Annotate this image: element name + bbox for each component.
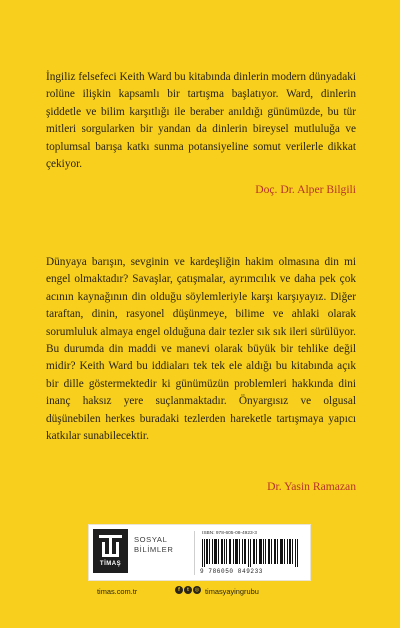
footer: [91, 587, 311, 601]
timas-logo-icon: [99, 535, 122, 557]
review-author-1: Doç. Dr. Alper Bilgili: [255, 183, 356, 196]
barcode-number: 9 786050 849233: [200, 568, 264, 575]
review-paragraph-1: İngiliz felsefeci Keith Ward bu kitabında dinlerin modern dünyadaki rolüne ilişkin kapsamlı bir tartışma başlatıyor. Ward, dinlerin şiddetle ve bilim karşıtlığı ile beraber anıldığı günümüzde, bu tür mitleri sorgularken bir yandan da dinlerin bireysel mutluluğa ve toplumsal barışa katkı sunma potansiyeline somut verilerle dikkat çekiyor.: [46, 71, 356, 171]
logo-text: TİMAŞ: [99, 561, 122, 567]
category-line-1: SOSYAL: [134, 535, 168, 544]
publisher-info-box: [88, 524, 311, 581]
isbn-label: ISBN: 978-605-08-4923-3: [202, 531, 257, 536]
category-line-2: BİLİMLER: [134, 545, 174, 554]
review-text-1: [46, 69, 356, 173]
review-author-2: Dr. Yasin Ramazan: [267, 480, 356, 493]
social-handle[interactable]: timasyayingrubu: [205, 587, 259, 596]
publisher-logo: [93, 529, 128, 573]
instagram-icon[interactable]: ◎: [194, 587, 200, 593]
category-label: [134, 535, 173, 555]
barcode: [202, 539, 302, 567]
review-paragraph-2: Dünyaya barışın, sevginin ve kardeşliğin hakim olmasına din mi engel olmaktadır? Savaşlar, çatışmalar, ayrımcılık ve daha pek çok acının kaynağının din olduğu söylemleriyle karşı karşıyayız. Diğer taraftan, dinin, rasyonel düşünmeye, bilime ve ahlaki olarak sorumluluk almaya engel olduğuna dair tezler sık sık ileri sürülüyor. Bu durumda din maddi ve manevi olarak büyük bir tehlike değil midir? Keith Ward bu iddiaları tek tek ele aldığı bu kitabında açık bir dille göstermektedir ki günümüzün problemleri hakkında dini inanç haksız yere suçlanmaktadır. Önyargısız ve olgusal düşünebilen herkes buradaki tezlerden hareketle tartışmaya yapıcı katkılar sunabilecektir.: [46, 256, 356, 443]
website-link[interactable]: timas.com.tr: [97, 587, 138, 596]
twitter-icon[interactable]: t: [184, 586, 192, 594]
review-text-2: [46, 254, 356, 445]
facebook-icon[interactable]: f: [175, 586, 183, 594]
divider: [194, 531, 195, 575]
social-icons: [175, 586, 201, 594]
